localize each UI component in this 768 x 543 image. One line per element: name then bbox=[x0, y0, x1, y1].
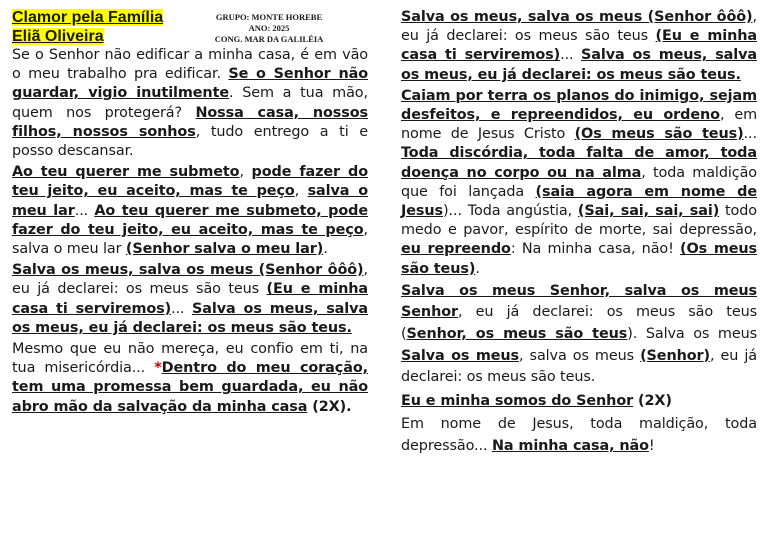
emphasis: pode fazer do teu jeito, eu aceito, mas te peço bbox=[12, 164, 368, 200]
text: ... bbox=[560, 47, 582, 64]
left-paragraph-1 bbox=[12, 46, 368, 161]
emphasis: Salva os meus, salva os meus, eu já declarei: os meus são teus. bbox=[401, 47, 757, 83]
emphasis: (Sai, sai, sai, sai) bbox=[577, 203, 720, 220]
right-paragraph-2 bbox=[401, 87, 757, 279]
left-paragraph-4 bbox=[12, 340, 368, 417]
text: , tudo entrego a ti e posso descansar. bbox=[12, 123, 369, 160]
text: . bbox=[323, 241, 328, 258]
right-paragraph-3 bbox=[401, 281, 757, 389]
text: ... bbox=[743, 126, 757, 143]
title-line-2: Eliã Oliveira bbox=[12, 28, 104, 45]
emphasis: Ao teu querer me submeto, pode fazer do teu jeito, eu aceito, mas te peço bbox=[12, 202, 368, 238]
emphasis: (Os meus são teus) bbox=[401, 241, 757, 277]
right-paragraph-4 bbox=[401, 391, 757, 413]
emphasis: Eu e minha somos do Senhor bbox=[401, 392, 634, 409]
text: , toda maldição que foi lançada bbox=[401, 164, 757, 200]
emphasis: salva o meu lar bbox=[12, 183, 369, 219]
emphasis: Senhor, os meus são teus bbox=[406, 326, 628, 343]
left-column bbox=[12, 8, 368, 417]
emphasis: Salva os meus, salva os meus (Senhor ôôô) bbox=[12, 262, 364, 279]
text: . bbox=[475, 260, 480, 277]
text: , eu já declarei: os meus são teus bbox=[401, 9, 757, 45]
emphasis: Dentro do meu coração, tem uma promessa bem guardada, eu não abro mão da salvação da minha casa bbox=[12, 360, 368, 415]
emphasis: (Os meus são teus) bbox=[574, 126, 744, 143]
group-name: GRUPO: MONTE HOREBE bbox=[215, 12, 323, 22]
left-paragraph-3 bbox=[12, 261, 368, 338]
group-year: ANO: 2025 bbox=[248, 23, 290, 33]
repeat-marker: (2X). bbox=[307, 398, 352, 415]
text: ! bbox=[648, 438, 655, 454]
text: , salva o meu lar bbox=[12, 221, 368, 258]
emphasis: Salva os meus bbox=[401, 347, 520, 364]
emphasis: (Senhor) bbox=[640, 347, 711, 364]
emphasis: eu repreendo bbox=[401, 241, 511, 258]
emphasis: Salva os meus, salva os meus (Senhor ôôô) bbox=[401, 9, 753, 25]
text: : Na minha casa, não! bbox=[510, 241, 681, 258]
repeat-marker: (2X) bbox=[633, 392, 672, 409]
text: , eu já declarei: os meus são teus. bbox=[401, 347, 757, 386]
emphasis: Toda discórdia, toda falta de amor, toda doença no corpo ou na alma bbox=[401, 145, 757, 181]
text: todo medo e pavor, espírito de morte, sai depressão, bbox=[401, 203, 757, 239]
emphasis: Salva os meus, salva os meus, eu já declarei: os meus são teus. bbox=[12, 300, 368, 336]
emphasis: (saia agora em nome de Jesus bbox=[401, 183, 757, 220]
text: ... bbox=[74, 202, 95, 219]
text: , eu já declarei: os meus são teus bbox=[12, 262, 368, 298]
emphasis: Ao teu querer me submeto bbox=[12, 164, 240, 181]
right-paragraph-1 bbox=[401, 8, 757, 85]
title-line-1: Clamor pela Família bbox=[12, 9, 164, 26]
emphasis: (Eu e minha casa ti serviremos) bbox=[401, 28, 757, 64]
emphasis: Caiam por terra os planos do inimigo, sejam desfeitos, e repreendidos, eu ordeno bbox=[401, 87, 757, 124]
emphasis: Na minha casa, não bbox=[491, 438, 649, 454]
text: . Sem a tua mão, quem nos protegerá? bbox=[12, 85, 368, 121]
emphasis: (Senhor salva o meu lar) bbox=[125, 241, 324, 258]
text: , em nome de Jesus Cristo bbox=[401, 107, 758, 143]
text: , bbox=[239, 164, 252, 181]
emphasis: Salva os meus Senhor, salva os meus Senhor bbox=[401, 282, 757, 321]
text: Em nome de Jesus, toda maldição, toda depressão... bbox=[401, 416, 757, 454]
right-paragraph-5 bbox=[401, 414, 757, 457]
right-column bbox=[401, 8, 757, 458]
emphasis: Nossa casa, nossos filhos, nossos sonhos bbox=[12, 104, 368, 140]
group-congregation: CONG. MAR DA GALILÉIA bbox=[214, 34, 324, 44]
text: , salva os meus bbox=[519, 347, 641, 364]
text: ... bbox=[171, 300, 193, 317]
text: )... Toda angústia, bbox=[443, 203, 578, 220]
text: , bbox=[294, 183, 308, 200]
asterisk-mark: * bbox=[154, 360, 162, 377]
text: Se o Senhor não edificar a minha casa, é em vão o meu trabalho pra edificar. bbox=[12, 47, 368, 83]
emphasis: Se o Senhor não guardar, vigio inutilmente bbox=[12, 66, 368, 102]
text: ). Salva os meus bbox=[627, 326, 757, 343]
text: , eu já declarei: os meus são teus ( bbox=[401, 304, 757, 343]
left-paragraph-2 bbox=[12, 163, 368, 259]
emphasis: (Eu e minha casa ti serviremos) bbox=[12, 281, 368, 317]
text: Mesmo que eu não mereça, eu confio em ti, na tua misericórdia... bbox=[12, 341, 368, 377]
